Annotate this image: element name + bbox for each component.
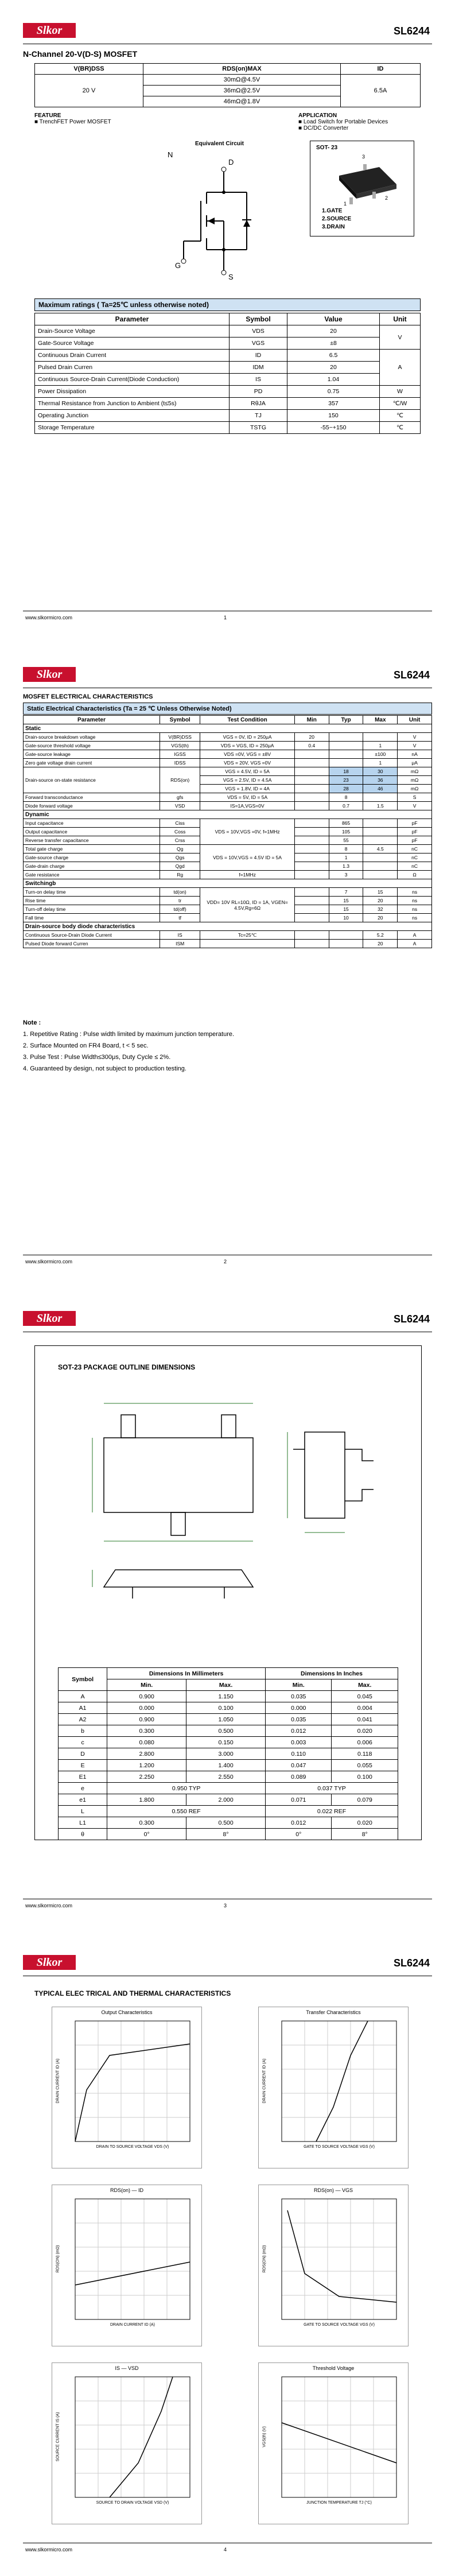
chart-title: Transfer Characteristics [306, 2009, 361, 2015]
plot-frame [75, 2199, 190, 2319]
characteristic-chart [52, 2362, 202, 2524]
chart-xlabel: DRAIN CURRENT ID (A) [110, 2323, 155, 2327]
table-row [35, 337, 421, 350]
table-row: A1 0.000 0.100 0.000 0.004 [59, 1702, 398, 1714]
mr-symbol: IS [230, 374, 287, 386]
table-row: Drain-source breakdown voltage V(BR)DSS VGS = 0V, ID = 250μA 20 V [24, 733, 432, 742]
chart-plot-area [259, 2185, 408, 2346]
mr-value: 20 [287, 362, 380, 374]
chart-curve [287, 2210, 396, 2302]
note-item: 1. Repetitive Rating : Pulse width limited by maximum junction temperature. [23, 1031, 235, 1038]
table-row: c 0.080 0.150 0.003 0.006 [59, 1737, 398, 1748]
mr-header: Unit [380, 313, 421, 325]
brand-logo: Slkor [23, 1311, 76, 1326]
mr-param: Pulsed Drain Curren [35, 362, 230, 374]
chart-title: Threshold Voltage [312, 2365, 355, 2371]
table-row [35, 325, 421, 337]
table-row [35, 410, 421, 422]
table-row: Diode forward voltage VSD IS=1A,VGS=0V 0.7 1.5 V [24, 802, 432, 810]
chart-plot-area [259, 2363, 408, 2524]
website-link[interactable]: www.slkormicro.com [25, 1903, 73, 1908]
chart-plot-area [52, 2363, 201, 2524]
mr-param: Thermal Resistance from Junction to Ambient (t≤5s) [35, 398, 230, 410]
dimension-table [58, 1667, 398, 1840]
part-number: SL6244 [393, 1957, 430, 1969]
page-header [23, 21, 432, 44]
table-row [35, 386, 421, 398]
circuit-title: Equivalent Circuit [195, 141, 244, 147]
mr-symbol: RθJA [230, 398, 287, 410]
ec-header: Unit [398, 716, 432, 724]
table-row: Reverse transfer capacitance Crss 55 pF [24, 836, 432, 845]
mr-param: Drain-Source Voltage [35, 325, 230, 337]
chart-curve [282, 2423, 396, 2463]
ec-header: Test Condition [200, 716, 295, 724]
brand-logo: Slkor [23, 667, 76, 682]
chart-ylabel: DRAIN CURRENT ID (A) [56, 2058, 60, 2104]
mr-symbol: IDM [230, 362, 287, 374]
device-title: N-Channel 20-V(D-S) MOSFET [23, 49, 138, 59]
characteristic-chart [52, 2185, 202, 2346]
label-g: G [175, 261, 181, 270]
summary-header: ID [341, 64, 421, 75]
page-number: 4 [224, 2547, 227, 2552]
table-row [35, 422, 421, 434]
table-row: Turn-off delay time td(off) 15 32 ns [24, 905, 432, 914]
sot23-package-icon [310, 153, 414, 210]
table-row: Rise time tr 15 20 ns [24, 897, 432, 905]
table-row: L 0.550 REF 0.022 REF [59, 1806, 398, 1817]
website-link[interactable]: www.slkormicro.com [25, 1259, 73, 1264]
plot-frame [282, 2199, 396, 2319]
application-heading: APPLICATION [298, 112, 337, 119]
equivalent-circuit [161, 141, 275, 290]
part-number: SL6244 [393, 25, 430, 37]
label-d: D [228, 158, 234, 166]
chart-xlabel: SOURCE TO DRAIN VOLTAGE VSD (V) [96, 2501, 169, 2505]
outline-frame [34, 1345, 422, 1840]
characteristic-chart [258, 2362, 409, 2524]
table-row: Gate-drain charge Qgd 1.3 nC [24, 862, 432, 871]
chart-ylabel: DRAIN CURRENT ID (A) [262, 2058, 267, 2104]
notes-block [23, 1017, 234, 1074]
ec-header: Max [363, 716, 398, 724]
mr-param: Operating Junction [35, 410, 230, 422]
characteristic-chart [258, 2185, 409, 2346]
page-number: 3 [224, 1903, 227, 1908]
table-row: e1 1.800 2.000 0.071 0.079 [59, 1794, 398, 1806]
mr-unit: ℃ [380, 410, 421, 422]
chart-plot-area [259, 2007, 408, 2168]
chart-ylabel: RDS(ON) (mΩ) [56, 2245, 60, 2273]
static-char-bar: Static Electrical Characteristics (Ta = 25 ℃ Unless Otherwise Noted) [23, 703, 432, 715]
page-4 [0, 1932, 455, 2576]
brand-logo: Slkor [23, 1955, 76, 1970]
page-header [23, 1953, 432, 1976]
summary-id: 6.5A [341, 75, 421, 107]
table-row: Zero gate voltage drain current IDSS VDS = 20V, VGS =0V 1 μA [24, 759, 432, 767]
section-diode: Drain-source body diode characteristics [24, 922, 432, 931]
notes-heading: Note : [23, 1019, 41, 1026]
summary-vbr: 20 V [35, 75, 143, 107]
table-row: Fall time tf 10 20 ns [24, 914, 432, 922]
dim-subheader: Min. [266, 1679, 332, 1691]
summary-table [34, 63, 421, 107]
label-n: N [168, 150, 173, 159]
mr-value: 150 [287, 410, 380, 422]
table-header-row [24, 716, 432, 724]
table-row [35, 374, 421, 386]
chart-plot-area [52, 2185, 201, 2346]
characteristic-chart [258, 2007, 409, 2168]
max-ratings-bar: Maximum ratings ( Ta=25℃ unless otherwise noted) [34, 298, 421, 311]
page-header [23, 665, 432, 688]
feature-block [34, 112, 111, 125]
ec-header: Parameter [24, 716, 160, 724]
summary-rds: 46mΩ@1.8V [143, 96, 341, 107]
mr-header: Symbol [230, 313, 287, 325]
mr-value: -55~+150 [287, 422, 380, 434]
chart-xlabel: GATE TO SOURCE VOLTAGE VGS (V) [304, 2145, 375, 2149]
mr-symbol: TSTG [230, 422, 287, 434]
chart-curve [110, 2377, 173, 2497]
mr-unit: V [380, 325, 421, 350]
feature-item: ■ TrenchFET Power MOSFET [34, 119, 111, 125]
ec-header: Min [294, 716, 329, 724]
mr-symbol: PD [230, 386, 287, 398]
dim-header: Dimensions In Millimeters [107, 1668, 266, 1679]
chart-ylabel: SOURCE CURRENT IS (A) [56, 2412, 60, 2462]
page-3 [0, 1288, 455, 1932]
plot-frame [75, 2377, 190, 2497]
dim-subheader: Min. [107, 1679, 186, 1691]
summary-header: V(BR)DSS [35, 64, 143, 75]
mr-param: Storage Temperature [35, 422, 230, 434]
table-row [35, 362, 421, 374]
chart-xlabel: DRAIN TO SOURCE VOLTAGE VDS (V) [96, 2145, 169, 2149]
table-row: L1 0.300 0.500 0.012 0.020 [59, 1817, 398, 1829]
table-row: Gate-source leakage IGSS VDS =0V, VGS = ±8V ±100 nA [24, 750, 432, 759]
application-block [298, 112, 388, 131]
mr-param: Continuous Source-Drain Current(Diode Conduction) [35, 374, 230, 386]
characteristics-title: TYPICAL ELEC TRICAL AND THERMAL CHARACTERISTICS [34, 1989, 231, 1997]
page-2 [0, 644, 455, 1288]
summary-header: RDS(on)MAX [143, 64, 341, 75]
dim-subheader: Max. [186, 1679, 266, 1691]
dim-header: Dimensions In Inches [266, 1668, 398, 1679]
chart-title: RDS(on) — ID [110, 2187, 143, 2193]
pin-number: 2 [385, 195, 388, 201]
table-row: A 0.900 1.150 0.035 0.045 [59, 1691, 398, 1702]
package-box [310, 141, 414, 236]
section-title: MOSFET ELECTRICAL CHARACTERISTICS [23, 693, 153, 700]
pin-gate: 1.GATE [322, 208, 343, 214]
chart-title: IS — VSD [115, 2365, 139, 2371]
section-switching: Switchingb [24, 879, 432, 888]
table-row: Turn-on delay time td(on) VDD= 10V RL=10Ω, ID = 1A, VGEN= 4.5V,Rg=6Ω 7 15 ns [24, 888, 432, 897]
mr-param: Continuous Drain Current [35, 350, 230, 362]
dim-subheader: Max. [332, 1679, 398, 1691]
outline-title: SOT-23 PACKAGE OUTLINE DIMENSIONS [58, 1363, 196, 1371]
mr-param: Power Dissipation [35, 386, 230, 398]
chart-curve [75, 2262, 190, 2285]
table-row: θ 0° 8° 0° 8° [59, 1829, 398, 1840]
mr-unit: ℃ [380, 422, 421, 434]
application-item: ■ Load Switch for Portable Devices [298, 119, 388, 125]
electrical-table [23, 715, 432, 948]
table-row: E1 2.250 2.550 0.089 0.100 [59, 1771, 398, 1783]
brand-logo: Slkor [23, 23, 76, 38]
mr-symbol: VDS [230, 325, 287, 337]
chart-xlabel: GATE TO SOURCE VOLTAGE VGS (V) [304, 2323, 375, 2327]
chart-title: Output Characteristics [101, 2009, 153, 2015]
plot-frame [282, 2021, 396, 2142]
table-row: Continuous Source-Drain Diode Current IS Tc=25℃ 5.2 A [24, 931, 432, 940]
dim-header: Symbol [59, 1668, 107, 1691]
note-item: 4. Guaranteed by design, not subject to production testing. [23, 1065, 186, 1072]
table-row [35, 350, 421, 362]
page-header [23, 1309, 432, 1332]
note-item: 3. Pulse Test : Pulse Width≤300μs, Duty Cycle ≤ 2%. [23, 1054, 171, 1061]
mr-param: Gate-Source Voltage [35, 337, 230, 350]
chart-plot-area [52, 2007, 201, 2168]
part-number: SL6244 [393, 1313, 430, 1325]
note-item: 2. Surface Mounted on FR4 Board, t < 5 sec. [23, 1042, 149, 1049]
table-row [35, 398, 421, 410]
mr-value: 1.04 [287, 374, 380, 386]
mr-symbol: VGS [230, 337, 287, 350]
website-link[interactable]: www.slkormicro.com [25, 2547, 73, 2552]
page-1 [0, 0, 455, 644]
summary-rds: 36mΩ@2.5V [143, 86, 341, 96]
mr-unit: ℃/W [380, 398, 421, 410]
package-outline-drawing [35, 1375, 421, 1650]
summary-rds: 30mΩ@4.5V [143, 75, 341, 86]
table-row: VGS = 1.8V, ID = 4A 28 46 mΩ [24, 785, 432, 793]
part-number: SL6244 [393, 669, 430, 681]
table-row: Pulsed Diode forward Curren ISM 20 A [24, 940, 432, 948]
pin-list [322, 207, 351, 231]
section-dynamic: Dynamic [24, 810, 432, 819]
mr-value: 357 [287, 398, 380, 410]
pin-drain: 3.DRAIN [322, 224, 345, 230]
pin-number: 3 [362, 154, 365, 160]
chart-curve [316, 2021, 368, 2142]
table-row: Output capacitance Coss 105 pF [24, 828, 432, 836]
ec-header: Symbol [160, 716, 200, 724]
table-row: Input capacitance Ciss VDS = 10V,VGS =0V, f=1MHz 865 pF [24, 819, 432, 828]
website-link[interactable]: www.slkormicro.com [25, 615, 73, 620]
application-item: ■ DC/DC Converter [298, 125, 349, 131]
label-s: S [228, 273, 234, 281]
plot-frame [282, 2377, 396, 2497]
table-row: Forward transconductance gfs VDS = 5V, ID = 5A 8 S [24, 793, 432, 802]
mr-value: 0.75 [287, 386, 380, 398]
chart-ylabel: RDS(ON) (mΩ) [262, 2245, 267, 2273]
mr-symbol: ID [230, 350, 287, 362]
mr-symbol: TJ [230, 410, 287, 422]
chart-xlabel: JUNCTION TEMPERATURE TJ (°C) [306, 2501, 372, 2505]
chart-title: RDS(on) — VGS [313, 2187, 353, 2193]
table-row: b 0.300 0.500 0.012 0.020 [59, 1725, 398, 1737]
chart-ylabel: VGS(th) (V) [262, 2426, 267, 2447]
pin-number: 1 [344, 201, 347, 207]
table-row: Gate-source charge Qgs 1 nC [24, 854, 432, 862]
mr-header: Parameter [35, 313, 230, 325]
pin-source: 2.SOURCE [322, 216, 352, 222]
table-row: Total gate charge Qg VDS = 10V,VGS = 4.5V ID = 5A 8 4.5 nC [24, 845, 432, 854]
mr-unit: W [380, 386, 421, 398]
max-ratings-table [34, 313, 421, 434]
mr-value: 6.5 [287, 350, 380, 362]
mr-unit: A [380, 350, 421, 386]
section-static: Static [24, 724, 432, 733]
page-number: 1 [224, 615, 227, 620]
table-row: A2 0.900 1.050 0.035 0.041 [59, 1714, 398, 1725]
page-number: 2 [224, 1259, 227, 1264]
table-row: Drain-source on-state resistance RDS(on) VGS = 4.5V, ID = 5A 18 30 mΩ [24, 767, 432, 776]
mr-value: ±8 [287, 337, 380, 350]
table-row: E 1.200 1.400 0.047 0.055 [59, 1760, 398, 1771]
ec-header: Typ [329, 716, 363, 724]
table-row: Gate-source threshold voltage VGS(th) VDS = VGS, ID = 250μA 0.4 1 V [24, 742, 432, 750]
package-title: SOT- 23 [316, 145, 338, 151]
mr-value: 20 [287, 325, 380, 337]
chart-curve [75, 2044, 190, 2142]
table-row: e 0.950 TYP 0.037 TYP [59, 1783, 398, 1794]
table-row: VGS = 2.5V, ID = 4.5A 23 36 mΩ [24, 776, 432, 785]
table-row: D 2.800 3.000 0.110 0.118 [59, 1748, 398, 1760]
mr-header: Value [287, 313, 380, 325]
characteristic-chart [52, 2007, 202, 2168]
table-row: Gate resistance Rg f=1MHz 3 Ω [24, 871, 432, 879]
feature-heading: FEATURE [34, 112, 61, 119]
